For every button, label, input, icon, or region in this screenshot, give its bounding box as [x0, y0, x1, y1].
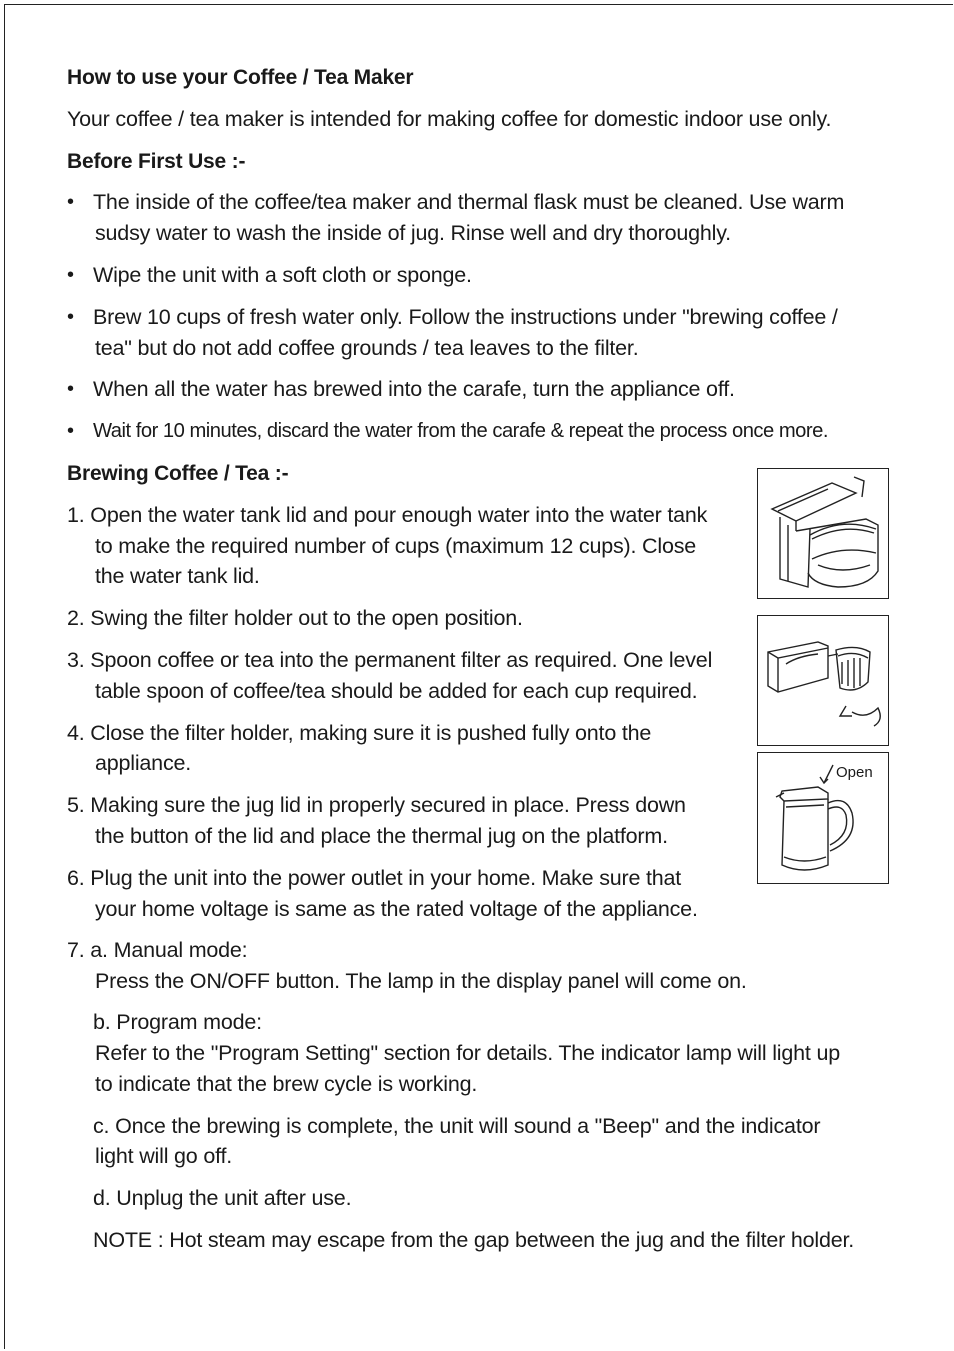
- bullet-3-line-2: tea" but do not add coffee grounds / tea leaves to the filter.: [95, 336, 639, 360]
- step-7c-line-2: light will go off.: [95, 1144, 233, 1168]
- bullet-2: Wipe the unit with a soft cloth or sponge.: [93, 263, 472, 287]
- step-4-line-2: appliance.: [95, 751, 192, 775]
- figure-swing-filter-holder: [757, 615, 889, 746]
- safety-note: NOTE : Hot steam may escape from the gap between the jug and the filter holder.: [93, 1228, 855, 1252]
- step-3-line-2: table spoon of coffee/tea should be added for each cup required.: [95, 679, 698, 703]
- step-6-line-2: your home voltage is same as the rated voltage of the appliance.: [95, 897, 698, 921]
- figure-thermal-jug: [757, 752, 889, 884]
- page-title: How to use your Coffee / Tea Maker: [67, 66, 414, 89]
- figure-open-tank-lid: [757, 468, 889, 599]
- step-3-line-1: 3. Spoon coffee or tea into the permanent filter as required. One level: [67, 648, 713, 672]
- intro-text: Your coffee / tea maker is intended for making coffee for domestic indoor use only.: [67, 107, 832, 131]
- step-5-line-1: 5. Making sure the jug lid in properly secured in place. Press down: [67, 793, 686, 817]
- bullet-1-line-2: sudsy water to wash the inside of jug. Rinse well and dry thoroughly.: [95, 221, 731, 245]
- brewing-heading: Brewing Coffee / Tea :-: [67, 462, 289, 485]
- step-7b-line-3: to indicate that the brew cycle is working.: [95, 1072, 478, 1096]
- bullet-3-line-1: Brew 10 cups of fresh water only. Follow the instructions under "brewing coffee /: [93, 305, 838, 329]
- step-1-line-2: to make the required number of cups (maximum 12 cups). Close: [95, 534, 697, 558]
- step-4-line-1: 4. Close the filter holder, making sure it is pushed fully onto the: [67, 721, 652, 745]
- step-7b-line-2: Refer to the "Program Setting" section for details. The indicator lamp will light up: [95, 1041, 840, 1065]
- bullet-dot: •: [67, 264, 75, 286]
- step-7a-line-2: Press the ON/OFF button. The lamp in the display panel will come on.: [95, 969, 747, 993]
- open-label: Open: [836, 764, 873, 781]
- step-1-line-1: 1. Open the water tank lid and pour enough water into the water tank: [67, 503, 708, 527]
- filter-holder-illustration: [758, 616, 890, 747]
- coffee-maker-lid-illustration: [758, 469, 890, 600]
- bullet-dot: •: [67, 420, 75, 442]
- step-1-line-3: the water tank lid.: [95, 564, 260, 588]
- before-first-use-heading: Before First Use :-: [67, 150, 246, 173]
- bullet-4: When all the water has brewed into the carafe, turn the appliance off.: [93, 377, 735, 401]
- bullet-dot: •: [67, 378, 75, 400]
- bullet-dot: •: [67, 306, 75, 328]
- step-7d: d. Unplug the unit after use.: [93, 1186, 352, 1210]
- step-7b-line-1: b. Program mode:: [93, 1010, 262, 1034]
- step-5-line-2: the button of the lid and place the thermal jug on the platform.: [95, 824, 668, 848]
- step-7a-line-1: 7. a. Manual mode:: [67, 938, 248, 962]
- step-6-line-1: 6. Plug the unit into the power outlet in your home. Make sure that: [67, 866, 682, 890]
- step-7c-line-1: c. Once the brewing is complete, the unit will sound a "Beep" and the indicator: [93, 1114, 821, 1138]
- bullet-1-line-1: The inside of the coffee/tea maker and thermal flask must be cleaned. Use warm: [93, 190, 845, 214]
- bullet-5: Wait for 10 minutes, discard the water from the carafe & repeat the process once more.: [93, 420, 828, 442]
- bullet-dot: •: [67, 191, 75, 213]
- step-2: 2. Swing the filter holder out to the open position.: [67, 606, 523, 630]
